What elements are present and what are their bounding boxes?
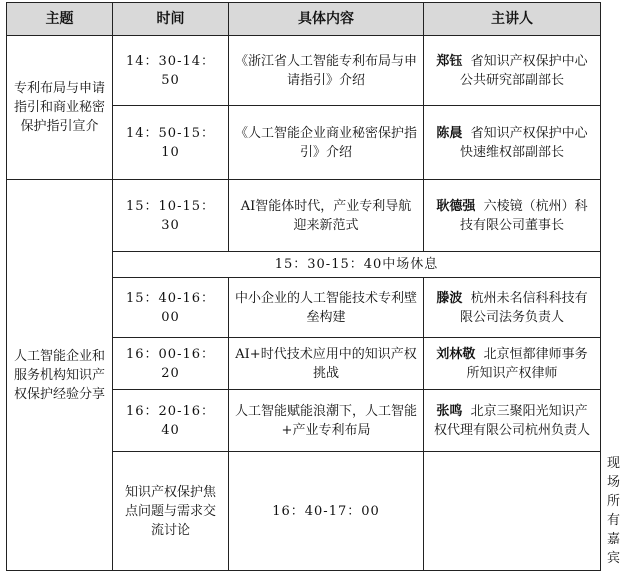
section-theme: 专利布局与申请指引和商业秘密保护指引宣介 [7, 36, 113, 180]
session-time: 16：40-17：00 [229, 452, 424, 571]
session-speaker [424, 390, 601, 452]
section-theme: 知识产权保护焦点问题与需求交流讨论 [113, 452, 229, 571]
header-theme: 主题 [7, 3, 113, 36]
session-speaker [424, 180, 601, 252]
session-speaker [424, 36, 601, 106]
session-content: 中小企业的人工智能技术专利壁垒构建 [229, 278, 424, 338]
table-row [7, 36, 601, 106]
session-content: 《人工智能企业商业秘密保护指引》介绍 [229, 106, 424, 180]
table-row: 知识产权保护焦点问题与需求交流讨论 16：40-17：00 现场所有嘉宾 [7, 452, 601, 571]
section-theme: 人工智能企业和服务机构知识产权保护经验分享 [7, 180, 113, 571]
header-row [7, 3, 601, 36]
session-time: 15：10-15：30 [113, 180, 229, 252]
speaker-name: 刘林敬 [436, 346, 476, 362]
header-content: 具体内容 [229, 3, 424, 36]
session-content [424, 452, 601, 571]
speaker-title: 北京三聚阳光知识产权代理有限公司杭州负责人 [433, 403, 590, 438]
session-time: 14：30-14：50 [113, 36, 229, 106]
session-time: 16：00-16：20 [113, 338, 229, 390]
speaker-name: 郑钰 [436, 53, 463, 69]
session-content: AI智能体时代，产业专利导航迎来新范式 [229, 180, 424, 252]
speaker-name: 耿德强 [436, 198, 476, 214]
speaker-title: 杭州未名信科科技有限公司法务负责人 [459, 290, 588, 325]
session-speaker [424, 278, 601, 338]
session-speaker [424, 338, 601, 390]
session-content: 《浙江省人工智能专利布局与申请指引》介绍 [229, 36, 424, 106]
header-time: 时间 [113, 3, 229, 36]
session-content: 人工智能赋能浪潮下，人工智能+产业专利布局 [229, 390, 424, 452]
speaker-title: 省知识产权保护中心快速维权部副部长 [459, 125, 588, 160]
speaker-name: 滕波 [436, 290, 463, 306]
session-time: 16：20-16：40 [113, 390, 229, 452]
break-label: 15：30-15：40中场休息 [113, 252, 601, 278]
agenda-table [6, 2, 620, 571]
header-speaker: 主讲人 [424, 3, 601, 36]
speaker-name: 陈晨 [436, 125, 463, 141]
speaker-name: 张鸣 [436, 403, 463, 419]
speaker-title: 六棱镜（杭州）科技有限公司董事长 [459, 198, 588, 233]
table-row [7, 180, 601, 252]
session-time: 14：50-15：10 [113, 106, 229, 180]
speaker-title: 省知识产权保护中心公共研究部副部长 [459, 53, 588, 88]
speaker-title: 北京恒都律师事务所知识产权律师 [466, 346, 588, 381]
session-speaker [424, 106, 601, 180]
session-content: AI+时代技术应用中的知识产权挑战 [229, 338, 424, 390]
session-time: 15：40-16：00 [113, 278, 229, 338]
